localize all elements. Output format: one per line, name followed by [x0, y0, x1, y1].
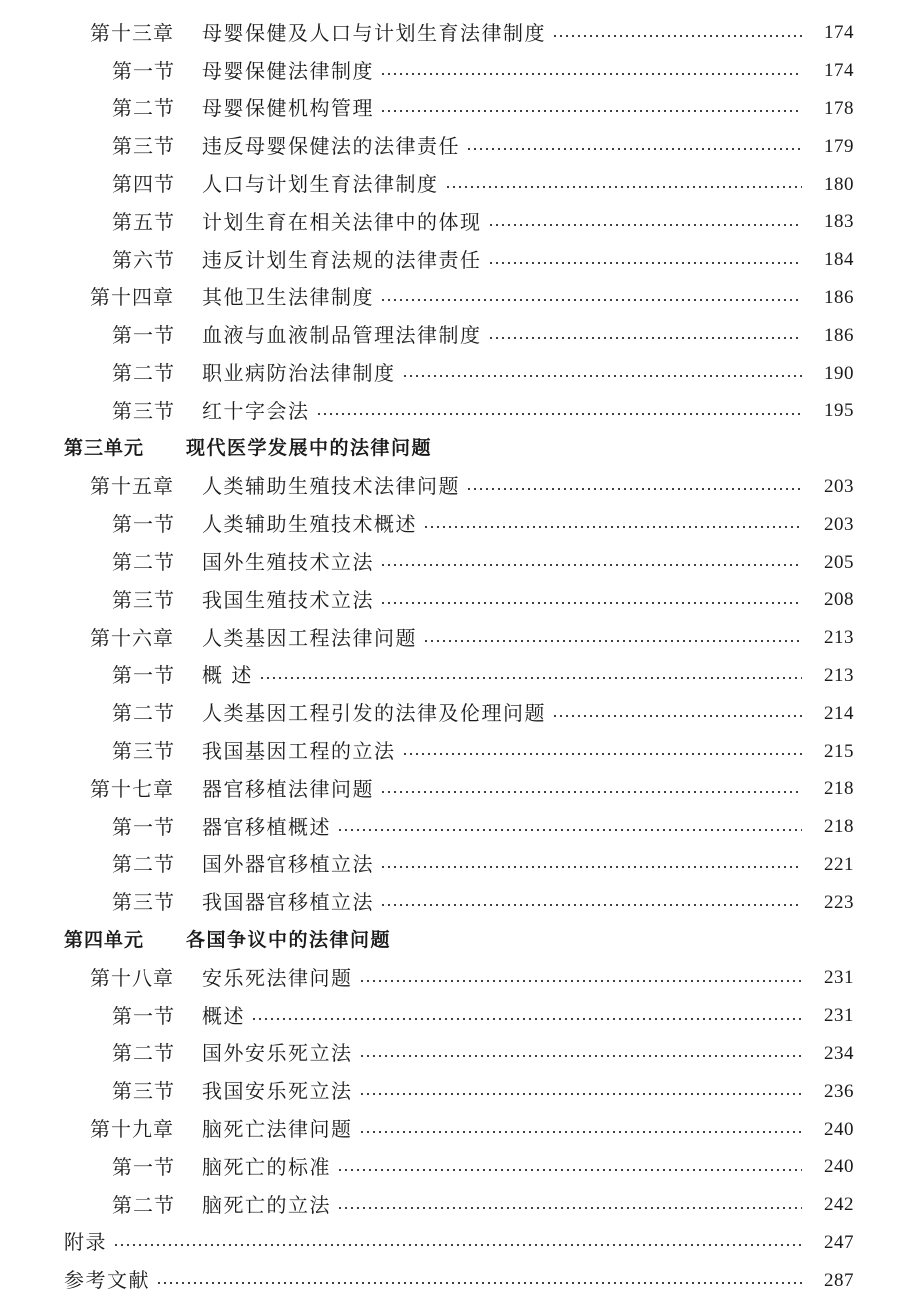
toc-page-number: 231 [824, 1005, 854, 1027]
toc-entry-label: 第二节 [112, 550, 175, 575]
toc-entry-label: 第十九章 [90, 1117, 174, 1141]
dot-leader [113, 1243, 802, 1247]
toc-entry-title: 脑死亡法律问题 [202, 1117, 353, 1141]
dot-leader [359, 979, 803, 983]
dot-leader [337, 828, 802, 832]
toc-page-number: 186 [824, 324, 854, 346]
toc-section-row[interactable] [0, 846, 920, 884]
toc-entry-title: 计划生育在相关法律中的体现 [202, 209, 482, 234]
toc-page-number: 203 [824, 513, 854, 535]
dot-leader [552, 714, 802, 718]
toc-entry-label: 第四节 [112, 172, 175, 197]
toc-entry-label: 第二节 [112, 1041, 175, 1066]
toc-page-number: 203 [824, 475, 854, 497]
dot-leader [445, 185, 803, 189]
toc-entry-title: 概述 [202, 1003, 245, 1028]
dot-leader [380, 563, 802, 567]
toc-entry-title: 人口与计划生育法律制度 [202, 172, 439, 197]
toc-page-number: 180 [824, 173, 854, 195]
toc-page-number: 231 [824, 967, 854, 989]
toc-entry-label: 第十三章 [90, 20, 174, 45]
toc-entry-title: 我国生殖技术立法 [202, 587, 374, 612]
toc-section-row[interactable] [0, 127, 920, 165]
toc-entry-title: 人类基因工程法律问题 [202, 625, 417, 650]
toc-entry-title: 现代医学发展中的法律问题 [186, 437, 433, 460]
toc-section-row[interactable] [0, 165, 920, 203]
toc-page-number: 221 [824, 853, 854, 875]
toc-section-row[interactable] [0, 203, 920, 241]
dot-leader [402, 752, 803, 756]
dot-leader [316, 412, 803, 416]
dot-leader [380, 903, 802, 907]
toc-entry-label: 第一节 [112, 814, 175, 839]
toc-entry-title: 各国争议中的法律问题 [186, 928, 392, 951]
toc-section-row[interactable] [0, 997, 920, 1035]
toc-entry-label: 第一节 [112, 323, 175, 348]
toc-entry-label: 第一节 [112, 512, 175, 537]
toc-section-row[interactable] [0, 90, 920, 128]
toc-appendix-row[interactable] [0, 1224, 920, 1262]
toc-entry-label: 第一节 [112, 1003, 175, 1028]
toc-entry-title: 血液与血液制品管理法律制度 [202, 323, 482, 348]
toc-section-row[interactable] [0, 1035, 920, 1073]
toc-entry-label: 第二节 [112, 361, 175, 386]
toc-entry-label: 第十八章 [90, 965, 174, 990]
toc-entry-title: 人类辅助生殖技术概述 [202, 512, 417, 537]
toc-entry-label: 第一节 [112, 663, 175, 688]
toc-chapter-row[interactable] [0, 619, 920, 657]
toc-chapter-row[interactable] [0, 959, 920, 997]
toc-entry-title: 母婴保健及人口与计划生育法律制度 [202, 20, 546, 45]
toc-page-number: 174 [824, 60, 854, 82]
toc-entry-label: 第三节 [112, 890, 175, 915]
toc-section-row[interactable] [0, 52, 920, 90]
toc-entry-label: 第三节 [112, 587, 175, 612]
toc-page-number: 234 [824, 1042, 854, 1064]
dot-leader [380, 109, 802, 113]
toc-entry-label: 第二节 [112, 701, 175, 726]
toc-unit-row[interactable] [0, 921, 920, 959]
dot-leader [488, 336, 803, 340]
toc-page-number: 208 [824, 589, 854, 611]
toc-entry-label: 第五节 [112, 209, 175, 234]
dot-leader [380, 72, 802, 76]
toc-page-number: 240 [824, 1156, 854, 1178]
toc-page-number: 183 [824, 211, 854, 233]
dot-leader [259, 676, 802, 680]
toc-section-row[interactable] [0, 883, 920, 921]
dot-leader [380, 601, 802, 605]
toc-chapter-row[interactable] [0, 770, 920, 808]
toc-chapter-row[interactable] [0, 1110, 920, 1148]
toc-section-row[interactable] [0, 657, 920, 695]
toc-entry-title: 参考文献 [64, 1268, 150, 1293]
toc-section-row[interactable] [0, 241, 920, 279]
dot-leader [423, 639, 802, 643]
toc-entry-label: 第四单元 [64, 928, 145, 951]
dot-leader [359, 1130, 803, 1134]
toc-entry-title: 安乐死法律问题 [202, 965, 353, 990]
toc-page-number: 218 [824, 778, 854, 800]
toc-page-number: 190 [824, 362, 854, 384]
toc-entry-title: 器官移植法律问题 [202, 776, 374, 801]
toc-entry-label: 第二节 [112, 1192, 175, 1217]
toc-page-number: 236 [824, 1080, 854, 1102]
toc-entry-label: 第一节 [112, 58, 175, 83]
toc-entry-title: 脑死亡的立法 [202, 1192, 331, 1217]
table-of-contents [0, 14, 920, 1299]
dot-leader [251, 1017, 802, 1021]
dot-leader [380, 298, 802, 302]
toc-page-number: 179 [824, 135, 854, 157]
toc-section-row[interactable] [0, 392, 920, 430]
toc-page-number: 218 [824, 816, 854, 838]
toc-entry-title: 母婴保健机构管理 [202, 96, 374, 121]
toc-entry-title: 我国安乐死立法 [202, 1079, 353, 1104]
dot-leader [423, 525, 802, 529]
toc-section-row[interactable] [0, 694, 920, 732]
dot-leader [466, 487, 802, 491]
toc-page-number: 205 [824, 551, 854, 573]
toc-entry-label: 第二节 [112, 96, 175, 121]
dot-leader [337, 1206, 802, 1210]
dot-leader [552, 34, 802, 38]
toc-entry-title: 器官移植概述 [202, 814, 331, 839]
toc-page-number: 240 [824, 1118, 854, 1140]
toc-page-number: 223 [824, 891, 854, 913]
dot-leader [488, 261, 803, 265]
dot-leader [359, 1054, 803, 1058]
toc-page-number: 247 [824, 1231, 854, 1253]
dot-leader [337, 1168, 802, 1172]
toc-section-row[interactable] [0, 808, 920, 846]
toc-entry-label: 第三节 [112, 398, 175, 423]
toc-section-row[interactable] [0, 354, 920, 392]
toc-section-row[interactable] [0, 1148, 920, 1186]
dot-leader [156, 1281, 802, 1285]
toc-entry-label: 第一节 [112, 1154, 175, 1179]
toc-entry-title: 概 述 [202, 663, 253, 688]
toc-entry-label: 第三单元 [64, 437, 145, 460]
toc-page-number: 195 [824, 400, 854, 422]
toc-page-number: 186 [824, 286, 854, 308]
toc-entry-title: 国外安乐死立法 [202, 1041, 353, 1066]
toc-unit-row[interactable] [0, 430, 920, 468]
dot-leader [488, 223, 803, 227]
dot-leader [380, 790, 802, 794]
toc-page-number: 242 [824, 1194, 854, 1216]
toc-entry-label: 第六节 [112, 247, 175, 272]
toc-entry-title: 母婴保健法律制度 [202, 58, 374, 83]
toc-entry-title: 红十字会法 [202, 398, 310, 423]
dot-leader [402, 374, 803, 378]
toc-entry-title: 职业病防治法律制度 [202, 361, 396, 386]
toc-page-number: 287 [824, 1269, 854, 1291]
toc-section-row[interactable] [0, 1072, 920, 1110]
toc-page-number: 215 [824, 740, 854, 762]
toc-entry-title: 违反母婴保健法的法律责任 [202, 134, 460, 159]
toc-entry-label: 第三节 [112, 739, 175, 764]
toc-entry-label: 第二节 [112, 852, 175, 877]
toc-entry-label: 第十六章 [90, 625, 174, 650]
toc-page-number: 184 [824, 249, 854, 271]
toc-entry-title: 其他卫生法律制度 [202, 285, 374, 310]
toc-page-number: 213 [824, 627, 854, 649]
toc-page-number: 214 [824, 702, 854, 724]
toc-entry-title: 我国基因工程的立法 [202, 739, 396, 764]
toc-section-row[interactable] [0, 316, 920, 354]
toc-entry-title: 我国器官移植立法 [202, 890, 374, 915]
toc-section-row[interactable] [0, 505, 920, 543]
toc-entry-label: 第十四章 [90, 285, 174, 310]
dot-leader [466, 147, 802, 151]
dot-leader [380, 865, 802, 869]
toc-entry-label: 第十五章 [90, 474, 174, 499]
toc-entry-title: 人类辅助生殖技术法律问题 [202, 474, 460, 499]
toc-chapter-row[interactable] [0, 279, 920, 317]
toc-page-number: 213 [824, 664, 854, 686]
toc-section-row[interactable] [0, 1186, 920, 1224]
toc-entry-title: 违反计划生育法规的法律责任 [202, 247, 482, 272]
toc-chapter-row[interactable] [0, 14, 920, 52]
toc-page-number: 178 [824, 97, 854, 119]
toc-entry-title: 国外生殖技术立法 [202, 550, 374, 575]
toc-entry-label: 第三节 [112, 1079, 175, 1104]
toc-section-row[interactable] [0, 732, 920, 770]
dot-leader [359, 1092, 803, 1096]
toc-entry-label: 第三节 [112, 134, 175, 159]
toc-entry-title: 国外器官移植立法 [202, 852, 374, 877]
toc-chapter-row[interactable] [0, 468, 920, 506]
toc-page-number: 174 [824, 22, 854, 44]
toc-section-row[interactable] [0, 543, 920, 581]
toc-entry-title: 脑死亡的标准 [202, 1154, 331, 1179]
toc-entry-title: 附录 [64, 1230, 107, 1255]
toc-entry-title: 人类基因工程引发的法律及伦理问题 [202, 701, 546, 726]
toc-section-row[interactable] [0, 581, 920, 619]
toc-entry-label: 第十七章 [90, 776, 174, 801]
toc-appendix-row[interactable] [0, 1261, 920, 1299]
